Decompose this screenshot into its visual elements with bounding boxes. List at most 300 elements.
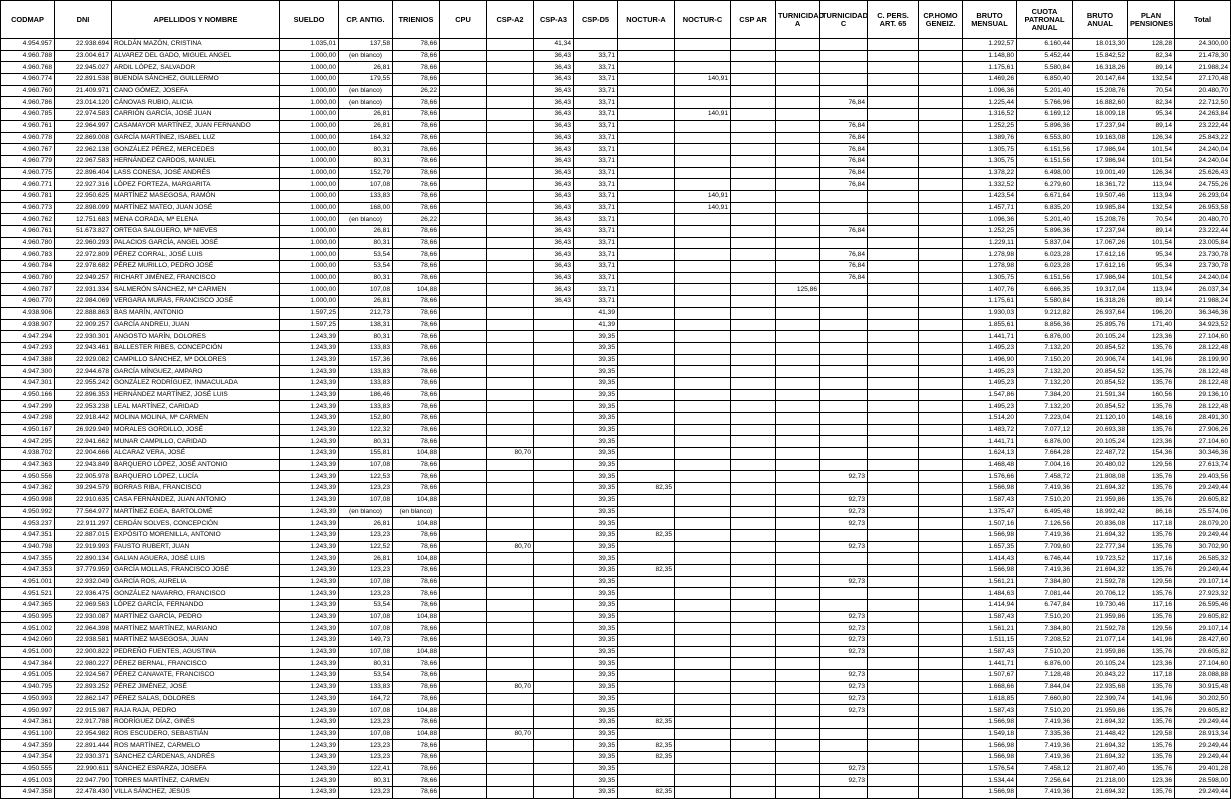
table-cell: 53,54 (339, 670, 393, 682)
table-cell: 113,94 (1128, 284, 1175, 296)
table-cell (487, 646, 534, 658)
table-cell: 33,71 (574, 62, 618, 74)
table-cell (731, 50, 776, 62)
table-cell (487, 600, 534, 612)
table-cell: 133,83 (339, 377, 393, 389)
table-cell: 140,91 (675, 190, 731, 202)
table-cell: 7.384,80 (1017, 623, 1073, 635)
table-cell (776, 658, 820, 670)
table-cell: 4.947.300 (1, 366, 55, 378)
table-cell: 78,66 (393, 588, 440, 600)
table-cell (487, 658, 534, 670)
table-cell: 123,23 (339, 740, 393, 752)
table-cell (440, 506, 487, 518)
table-cell: 135,76 (1128, 342, 1175, 354)
table-cell: 23.005,84 (1175, 237, 1231, 249)
table-cell (731, 132, 776, 144)
table-cell: 21.478,30 (1175, 50, 1231, 62)
table-cell (731, 366, 776, 378)
table-cell: 22.936.475 (55, 588, 112, 600)
table-cell (776, 226, 820, 238)
table-cell (440, 588, 487, 600)
column-header: CP. ANTIG. (339, 1, 393, 39)
table-cell: 20.480,02 (1073, 459, 1128, 471)
table-cell: 39,35 (574, 354, 618, 366)
table-cell: 28.913,34 (1175, 728, 1231, 740)
table-cell: 1.252,25 (963, 120, 1017, 132)
table-cell: 76,84 (820, 120, 868, 132)
table-cell (919, 448, 963, 460)
table-cell: 4.947.354 (1, 751, 55, 763)
table-cell (534, 518, 574, 530)
table-cell: 89,14 (1128, 62, 1175, 74)
table-cell: 5.896,36 (1017, 120, 1073, 132)
table-cell: (en blanco) (393, 506, 440, 518)
table-cell: 1.000,00 (280, 214, 339, 226)
table-cell: 132,54 (1128, 202, 1175, 214)
table-cell: 21.807,40 (1073, 763, 1128, 775)
table-cell: 1.243,39 (280, 635, 339, 647)
table-cell (618, 494, 675, 506)
table-cell: 29.605,82 (1175, 705, 1231, 717)
table-cell: 1.423,54 (963, 190, 1017, 202)
table-row (1, 670, 1231, 682)
table-cell (776, 296, 820, 308)
table-cell (487, 97, 534, 109)
table-cell: 20.105,24 (1073, 436, 1128, 448)
table-row (1, 307, 1231, 319)
table-cell: 29.249,44 (1175, 751, 1231, 763)
table-cell (487, 109, 534, 121)
table-cell (919, 249, 963, 261)
table-cell: 135,76 (1128, 588, 1175, 600)
table-cell: 39,35 (574, 716, 618, 728)
table-cell (820, 564, 868, 576)
table-cell: 1.457,71 (963, 202, 1017, 214)
table-cell (731, 39, 776, 51)
table-cell: 4.947.355 (1, 553, 55, 565)
table-cell (868, 716, 919, 728)
table-cell (440, 284, 487, 296)
table-cell (919, 787, 963, 799)
table-row (1, 553, 1231, 565)
table-cell: 26.929.949 (55, 424, 112, 436)
table-cell: 4.950.167 (1, 424, 55, 436)
table-cell: ARDIL LÓPEZ, SALVADOR (112, 62, 280, 74)
table-cell (487, 214, 534, 226)
table-cell (868, 623, 919, 635)
table-cell (618, 284, 675, 296)
table-cell: 4.960.773 (1, 202, 55, 214)
table-cell (868, 751, 919, 763)
table-cell (820, 389, 868, 401)
table-cell: 5.896,36 (1017, 226, 1073, 238)
table-cell: 104,88 (393, 518, 440, 530)
table-cell: 7.419,36 (1017, 716, 1073, 728)
table-cell: 4.947.361 (1, 716, 55, 728)
table-row (1, 39, 1231, 51)
table-cell: 89,14 (1128, 296, 1175, 308)
table-cell (731, 190, 776, 202)
table-cell: 22.891.444 (55, 740, 112, 752)
table-cell (675, 120, 731, 132)
table-cell (487, 751, 534, 763)
table-cell: 4.960.781 (1, 190, 55, 202)
table-cell: 37.779.959 (55, 564, 112, 576)
table-cell: 7.132,20 (1017, 342, 1073, 354)
table-cell (534, 787, 574, 799)
table-cell: 39,35 (574, 588, 618, 600)
table-cell (776, 541, 820, 553)
table-row (1, 109, 1231, 121)
table-cell: 33,71 (574, 120, 618, 132)
table-row (1, 564, 1231, 576)
table-cell: 4.951.000 (1, 646, 55, 658)
table-cell: 20.480,70 (1175, 214, 1231, 226)
table-cell: 4.960.775 (1, 167, 55, 179)
table-cell (675, 763, 731, 775)
table-cell: 1.305,75 (963, 155, 1017, 167)
table-cell: 80,31 (339, 237, 393, 249)
table-cell: 22.950.625 (55, 190, 112, 202)
table-cell (618, 296, 675, 308)
table-cell: 7.126,56 (1017, 518, 1073, 530)
table-cell: 82,34 (1128, 97, 1175, 109)
table-cell (820, 74, 868, 86)
table-cell (618, 342, 675, 354)
table-cell (868, 62, 919, 74)
table-cell (574, 39, 618, 51)
table-cell: 7.132,20 (1017, 366, 1073, 378)
table-cell (731, 272, 776, 284)
table-cell: ALCARAZ VERA, JOSÉ (112, 448, 280, 460)
table-cell: 18.992,42 (1073, 506, 1128, 518)
table-cell: 157,36 (339, 354, 393, 366)
table-cell: 23.222,44 (1175, 120, 1231, 132)
table-cell: 22.478.430 (55, 787, 112, 799)
table-cell (675, 471, 731, 483)
table-cell: 22.888.863 (55, 307, 112, 319)
table-cell (534, 331, 574, 343)
table-cell: 76,84 (820, 167, 868, 179)
table-cell (776, 564, 820, 576)
table-cell: 36,43 (534, 272, 574, 284)
table-cell (440, 459, 487, 471)
table-cell: 7.660,80 (1017, 693, 1073, 705)
table-cell: 25.895,76 (1073, 319, 1128, 331)
table-cell: 21.120,10 (1073, 413, 1128, 425)
table-cell (820, 787, 868, 799)
table-cell (731, 354, 776, 366)
table-cell: 26,22 (393, 214, 440, 226)
table-cell: (en blanco) (339, 50, 393, 62)
table-cell (440, 319, 487, 331)
table-cell: LEAL MARTÍNEZ, CARIDAD (112, 401, 280, 413)
table-cell: 23.222,44 (1175, 226, 1231, 238)
table-cell (820, 85, 868, 97)
table-cell (440, 740, 487, 752)
table-cell (487, 424, 534, 436)
table-cell: 39,35 (574, 494, 618, 506)
table-cell: 1.243,39 (280, 600, 339, 612)
table-cell: 107,08 (339, 459, 393, 471)
table-cell: 4.950.166 (1, 389, 55, 401)
table-cell (675, 646, 731, 658)
table-cell: 135,76 (1128, 763, 1175, 775)
table-cell: 34.923,52 (1175, 319, 1231, 331)
table-cell: MORALES GORDILLO, JOSÉ (112, 424, 280, 436)
table-cell: 1.243,39 (280, 658, 339, 670)
table-cell (731, 261, 776, 273)
table-cell (820, 600, 868, 612)
table-cell (487, 705, 534, 717)
table-cell (868, 693, 919, 705)
table-cell: 76,84 (820, 179, 868, 191)
table-cell (868, 155, 919, 167)
table-cell: 22.930.301 (55, 331, 112, 343)
table-cell: 1.407,76 (963, 284, 1017, 296)
table-cell: 4.960.779 (1, 155, 55, 167)
table-cell: 22.930.087 (55, 611, 112, 623)
table-cell: 104,88 (393, 553, 440, 565)
table-cell (618, 120, 675, 132)
table-cell: 20.693,38 (1073, 424, 1128, 436)
table-cell: BARQUERO LÓPEZ, LUCÍA (112, 471, 280, 483)
table-cell: 132,54 (1128, 74, 1175, 86)
table-row (1, 506, 1231, 518)
table-cell: 8.856,36 (1017, 319, 1073, 331)
table-cell: 4.950.993 (1, 693, 55, 705)
table-cell: ALVAREZ DEL GADO, MIGUEL ANGEL (112, 50, 280, 62)
table-cell: 25.574,06 (1175, 506, 1231, 518)
table-cell (776, 646, 820, 658)
table-cell (618, 74, 675, 86)
table-cell: 21.694,32 (1073, 740, 1128, 752)
table-cell: 78,66 (393, 167, 440, 179)
table-cell (731, 728, 776, 740)
table-cell (776, 670, 820, 682)
table-cell (618, 600, 675, 612)
table-cell: 36,43 (534, 109, 574, 121)
table-cell: 22.896.404 (55, 167, 112, 179)
table-cell: 92,73 (820, 576, 868, 588)
table-cell: 86,16 (1128, 506, 1175, 518)
table-row (1, 226, 1231, 238)
table-cell: PÉREZ MURILLO, PEDRO JOSÉ (112, 261, 280, 273)
table-cell: 104,88 (393, 494, 440, 506)
table-cell: 4.951.001 (1, 576, 55, 588)
table-cell (487, 763, 534, 775)
table-cell: 78,66 (393, 62, 440, 74)
table-cell: 1.243,39 (280, 331, 339, 343)
table-cell (487, 564, 534, 576)
table-cell (618, 109, 675, 121)
table-cell (618, 190, 675, 202)
table-cell (776, 85, 820, 97)
table-cell: SÁNCHEZ CÁRDENAS, ANDRÉS (112, 751, 280, 763)
table-cell: 104,88 (393, 728, 440, 740)
table-row (1, 424, 1231, 436)
table-cell: 4.950.995 (1, 611, 55, 623)
table-cell: 39,35 (574, 529, 618, 541)
table-cell: GARCÍA ANDREU, JUAN (112, 319, 280, 331)
table-cell: 4.947.298 (1, 413, 55, 425)
table-cell: 20.836,08 (1073, 518, 1128, 530)
table-cell (919, 39, 963, 51)
table-cell (440, 366, 487, 378)
table-cell (919, 284, 963, 296)
table-cell: 29.605,82 (1175, 494, 1231, 506)
table-cell: 1.495,23 (963, 401, 1017, 413)
table-cell: ROS MARTÍNEZ, CARMELO (112, 740, 280, 752)
table-cell: 33,71 (574, 109, 618, 121)
table-cell: RAJA RAJA, PEDRO (112, 705, 280, 717)
table-cell (675, 588, 731, 600)
table-cell: 26.037,34 (1175, 284, 1231, 296)
table-cell: 26,81 (339, 226, 393, 238)
table-cell: 22.943.461 (55, 342, 112, 354)
table-cell: 21.959,86 (1073, 646, 1128, 658)
table-cell: 4.947.351 (1, 529, 55, 541)
table-cell: 33,71 (574, 296, 618, 308)
table-cell (487, 611, 534, 623)
table-cell: 1.243,39 (280, 681, 339, 693)
table-row (1, 284, 1231, 296)
table-cell (675, 518, 731, 530)
table-cell (731, 342, 776, 354)
table-cell: 92,73 (820, 494, 868, 506)
table-cell: 1.225,44 (963, 97, 1017, 109)
table-cell (675, 389, 731, 401)
table-cell: 141,96 (1128, 635, 1175, 647)
table-cell (675, 261, 731, 273)
table-cell (618, 62, 675, 74)
table-cell: LÓPEZ GARCÍA, FERNANDO (112, 600, 280, 612)
table-cell: 33,71 (574, 190, 618, 202)
table-cell (731, 471, 776, 483)
table-cell: 135,76 (1128, 716, 1175, 728)
table-cell: 92,73 (820, 635, 868, 647)
table-cell: 4.951.003 (1, 775, 55, 787)
table-cell: 22.924.567 (55, 670, 112, 682)
table-cell (731, 564, 776, 576)
table-cell (731, 588, 776, 600)
table-cell: 212,73 (339, 307, 393, 319)
table-cell: 152,79 (339, 167, 393, 179)
table-cell (675, 681, 731, 693)
table-cell: 20.854,52 (1073, 366, 1128, 378)
table-cell (868, 109, 919, 121)
table-cell (868, 97, 919, 109)
table-cell: 26,22 (393, 85, 440, 97)
table-cell (675, 459, 731, 471)
table-cell: 18.009,18 (1073, 109, 1128, 121)
table-cell: 1.243,39 (280, 564, 339, 576)
table-cell: 1.547,86 (963, 389, 1017, 401)
table-cell: 39,35 (574, 693, 618, 705)
table-cell: 39,35 (574, 413, 618, 425)
table-cell: 22.980.227 (55, 658, 112, 670)
table-cell: 1.243,39 (280, 342, 339, 354)
table-cell: 17.986,94 (1073, 144, 1128, 156)
table-cell: 122,32 (339, 424, 393, 436)
table-cell (675, 553, 731, 565)
table-cell: 78,66 (393, 623, 440, 635)
table-cell: 4.951.521 (1, 588, 55, 600)
table-cell (618, 144, 675, 156)
table-cell (675, 237, 731, 249)
column-header: CUOTA PATRONAL ANUAL (1017, 1, 1073, 39)
table-cell: 22.905.978 (55, 471, 112, 483)
table-cell (675, 62, 731, 74)
table-cell (618, 167, 675, 179)
table-cell: 7.384,80 (1017, 576, 1073, 588)
table-cell (776, 728, 820, 740)
table-cell (868, 296, 919, 308)
table-cell (919, 237, 963, 249)
table-cell (776, 787, 820, 799)
table-cell: 22.911.297 (55, 518, 112, 530)
table-cell: 1.000,00 (280, 97, 339, 109)
table-cell: 1.441,71 (963, 658, 1017, 670)
table-cell: 78,66 (393, 483, 440, 495)
table-cell (440, 716, 487, 728)
table-cell: 92,73 (820, 623, 868, 635)
table-cell (440, 62, 487, 74)
table-cell (675, 354, 731, 366)
table-cell (919, 588, 963, 600)
table-cell (919, 483, 963, 495)
table-cell: PALACIOS GARCÍA, ANGEL JOSÉ (112, 237, 280, 249)
table-cell: 6.850,40 (1017, 74, 1073, 86)
table-cell: MARTÍNEZ MATEO, JUAN JOSÉ (112, 202, 280, 214)
table-cell: 1.229,11 (963, 237, 1017, 249)
table-cell (618, 226, 675, 238)
table-cell: GALIAN AGUERA, JOSÉ LUIS (112, 553, 280, 565)
table-cell: 76,84 (820, 155, 868, 167)
table-cell: 1.000,00 (280, 179, 339, 191)
table-cell: 6.747,84 (1017, 600, 1073, 612)
table-cell: 78,66 (393, 354, 440, 366)
table-cell (618, 354, 675, 366)
table-cell: 26.595,46 (1175, 600, 1231, 612)
table-cell: 1.243,39 (280, 377, 339, 389)
table-cell: 22.910.635 (55, 494, 112, 506)
table-cell: 5.452,44 (1017, 50, 1073, 62)
table-cell: 78,66 (393, 424, 440, 436)
table-cell: 135,76 (1128, 401, 1175, 413)
table-cell: 22.962.138 (55, 144, 112, 156)
table-cell (534, 354, 574, 366)
table-cell (534, 541, 574, 553)
table-cell: PÉREZ JIMÉNEZ, JOSÉ (112, 681, 280, 693)
table-cell: 4.947.353 (1, 564, 55, 576)
table-cell: 140,91 (675, 109, 731, 121)
table-row (1, 144, 1231, 156)
table-cell: 24.240,04 (1175, 155, 1231, 167)
table-cell (440, 494, 487, 506)
table-cell (868, 331, 919, 343)
table-cell: 135,76 (1128, 564, 1175, 576)
table-cell (534, 693, 574, 705)
table-cell (868, 413, 919, 425)
table-cell (618, 576, 675, 588)
table-cell (675, 775, 731, 787)
table-cell: 78,66 (393, 459, 440, 471)
table-cell: 78,66 (393, 319, 440, 331)
table-cell: 22.967.583 (55, 155, 112, 167)
table-cell: 1.549,18 (963, 728, 1017, 740)
